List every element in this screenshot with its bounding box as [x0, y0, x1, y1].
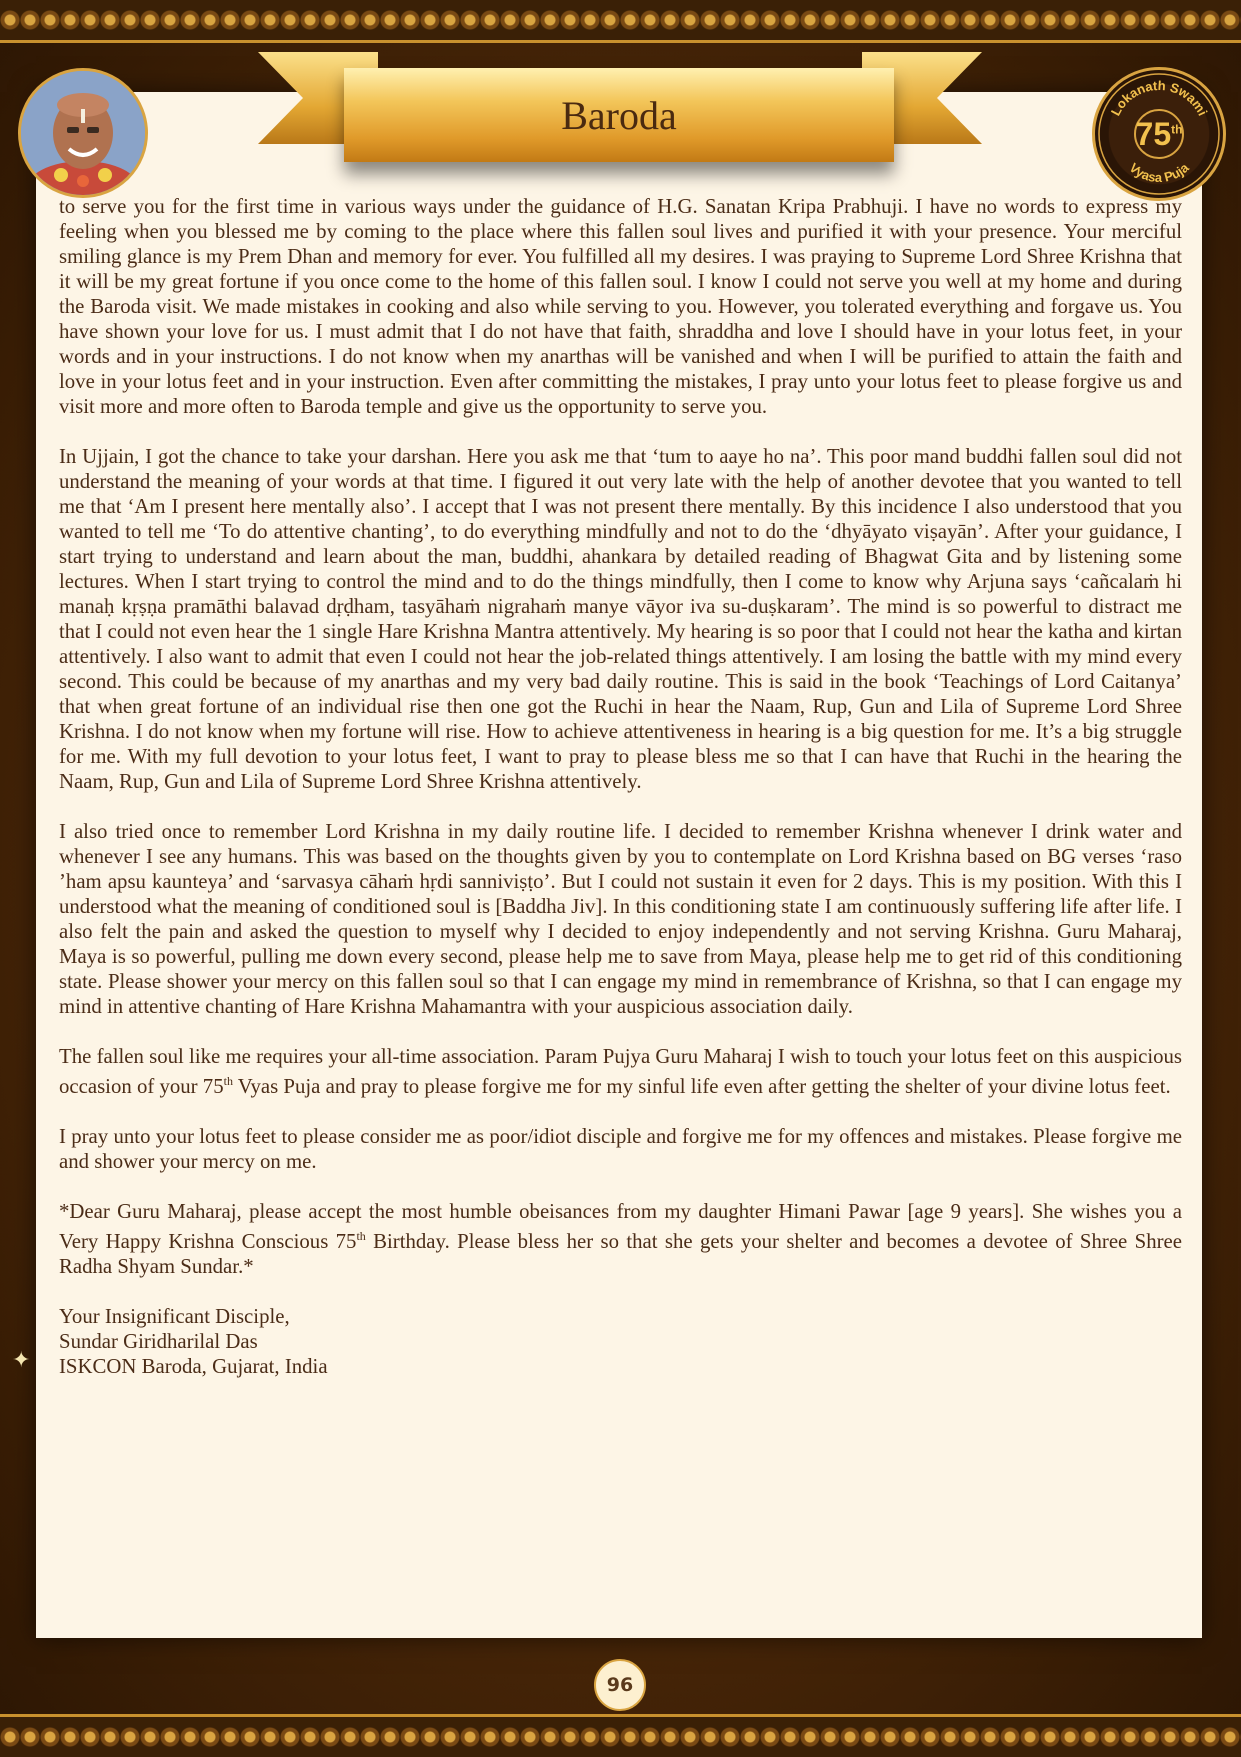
paragraph-4-text-b: Vyas Puja and pray to please forgive me for my sinful life even after getting the shelter of your divine lotus feet. — [232, 1074, 1171, 1098]
portrait-image — [21, 71, 145, 195]
signature-line-2: Sundar Giridharilal Das — [59, 1329, 258, 1353]
badge-bottom-text: Vyasa Puja — [1126, 159, 1192, 186]
paragraph-6 — [59, 1199, 1182, 1279]
paragraph-6-sup: th — [356, 1228, 366, 1243]
badge-number-value: 75 — [1135, 115, 1172, 152]
page-title: Baroda — [561, 92, 677, 138]
paragraph-6-text-b: Birthday. Please bless her so that she gets your shelter and becomes a devotee of Shree Shree Radha Shyam Sundar.* — [59, 1229, 1182, 1278]
paragraph-4-sup: th — [223, 1074, 233, 1088]
vyasa-puja-badge — [1092, 67, 1226, 201]
guru-portrait — [18, 68, 148, 198]
paragraph-3: I also tried once to remember Lord Krishna in my daily routine life. I decided to remember Krishna whenever I drink water and whenever I see any humans. This was based on the thoughts given by you to contemplate on Lord Krishna based on BG verses ‘raso ’ham apsu kaunteya’ and ‘sarvasya cāhaṁ hṛdi sanniviṣṭo’. But I could not sustain it even for 2 days. This is my position. With this I understood what the meaning of conditioned soul is [Baddha Jiv]. In this conditioning state I am continuously suffering life after life. I also felt the pain and asked the question to myself why I decided to enjoy independently and not serving Krishna. Guru Maharaj, Maya is so powerful, pulling me down every second, please help me to save from Maya, please help me to get rid of this conditioning state. Please shower your mercy on this fallen soul so that I can engage my mind in remembrance of Krishna, so that I can engage my mind in attentive chanting of Hare Krishna Mahamantra with your auspicious association daily. — [59, 820, 1182, 1018]
badge-number-suffix: th — [1171, 121, 1183, 136]
sparkle-icon: ✦ — [12, 1348, 31, 1373]
badge-top-text: Lokanath Swami — [1107, 77, 1211, 119]
signature-line-1: Your Insignificant Disciple, — [59, 1304, 290, 1328]
paragraph-6-text-a: *Dear Guru Maharaj, please accept the most humble obeisances from my daughter Himani Pawar [age 9 years]. She wishes you a Very Happy Krishna Conscious 75 — [59, 1199, 1182, 1253]
paragraph-4 — [59, 1044, 1182, 1099]
page-number: 96 — [594, 1659, 646, 1711]
paragraph-2: In Ujjain, I got the chance to take your darshan. Here you ask me that ‘tum to aaye ho na’. This poor mand buddhi fallen soul did not understand the meaning of your words at that time. I figured it out very late with the help of another devotee that you wanted to tell me that ‘Am I present here mentally also’. I accept that I was not present there mentally. By this incidence I also understood that you wanted to tell me ‘To do attentive chanting’, to do everything mindfully and not to do the ‘dhyāyato viṣayān’. After your guidance, I start trying to understand and learn about the man, buddhi, ahankara by detailed reading of Bhagwat Gita and by listening some lectures. When I start trying to control the mind and to do the things mindfully, then I come to know why Arjuna says ‘cañcalaṁ hi manaḥ kṛṣṇa pramāthi balavad dṛḍham, tasyāhaṁ nigrahaṁ manye vāyor iva su-duṣkaram’. The mind is so powerful to distract me that I could not even hear the 1 single Hare Krishna Mantra attentively. My hearing is so poor that I could not hear the katha and kirtan attentively. I also want to admit that even I could not hear the job-related things attentively. I am losing the battle with my mind every second. This could be because of my anarthas and my very bad daily routine. This is said in the book ‘Teachings of Lord Caitanya’ that when great fortune of an individual rise then one got the Ruchi in hear the Naam, Rup, Gun and Lila of Supreme Lord Shree Krishna. I do not know when my fortune will rise. How to achieve attentiveness in hearing is a big question for me. It’s a big struggle for me. With my full devotion to your lotus feet, I want to pray to please bless me so that I can have that Ruchi in the hearing the Naam, Rup, Gun and Lila of Supreme Lord Shree Krishna attentively. — [59, 445, 1182, 793]
paragraph-5: I pray unto your lotus feet to please consider me as poor/idiot disciple and forgive me for my offences and mistakes. Please forgive me and shower your mercy on me. — [59, 1124, 1182, 1173]
signature-line-3: ISKCON Baroda, Gujarat, India — [59, 1354, 328, 1378]
svg-text:Lokanath Swami — [1108, 78, 1211, 118]
bottom-decorative-border — [0, 1714, 1241, 1757]
letter-body — [59, 194, 1182, 1379]
top-decorative-border — [0, 0, 1241, 43]
paragraph-1: to serve you for the first time in various ways under the guidance of H.G. Sanatan Kripa Prabhuji. I have no words to express my feeling when you blessed me by coming to the place where this fallen soul lives and purified it with your presence. Your merciful smiling glance is my Prem Dhan and memory for ever. You fulfilled all my desires. I was praying to Supreme Lord Shree Krishna that it will be my great fortune if you once come to the home of this fallen soul. I know I could not serve you well at my home and during the Baroda visit. We made mistakes in cooking and also while serving to you. However, you tolerated everything and forgave us. You have shown your love for us. I must admit that I do not have that faith, shraddha and love I should have in your lotus feet, in your words and in your instructions. I do not know when my anarthas will be vanished and when I will be purified to attain the faith and love in your lotus feet and in your instruction. Even after committing the mistakes, I pray unto your lotus feet to please forgive us and visit more and more often to Baroda temple and give us the opportunity to serve you. — [59, 195, 1182, 418]
paragraph-4-text-a: The fallen soul like me requires your all-time association. Param Pujya Guru Maharaj I wish to touch your lotus feet on this auspicious occasion of your 75 — [59, 1045, 1182, 1098]
svg-text:Vyasa Puja — [1126, 159, 1192, 185]
badge-number — [1136, 116, 1183, 153]
title-ribbon — [344, 68, 894, 162]
